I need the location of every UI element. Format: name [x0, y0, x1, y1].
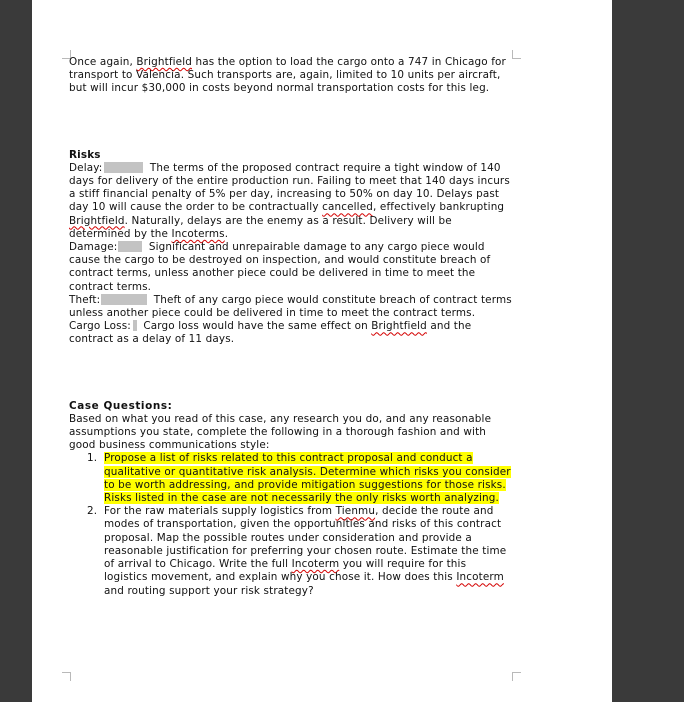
document-body[interactable] [69, 56, 513, 598]
risk-damage: Damage: Significant and unrepairable damage to any cargo piece would cause the cargo to be destroyed on inspection, and would constitute breach of contract terms, unless another piece could be delivered in time to meet the contract terms. [69, 241, 491, 293]
redacted-box [104, 162, 143, 173]
spelling-flag[interactable]: Tienmu [335, 505, 376, 518]
spelling-flag[interactable]: Incoterm [456, 571, 504, 584]
right-margin [612, 0, 684, 702]
redacted-box [118, 241, 142, 252]
risk-cargo-loss: Cargo Loss: Cargo loss would have the same effect on Brightfield and the contract as a delay of 11 days. [69, 320, 472, 346]
spelling-flag[interactable]: Brightfield [69, 214, 125, 227]
spelling-flag[interactable]: Incoterm [291, 558, 340, 571]
spelling-flag[interactable]: cancelled [322, 201, 373, 214]
redacted-box [133, 320, 137, 331]
risk-theft: Theft: Theft of any cargo piece would constitute breach of contract terms unless another piece could be delivered in time to meet the contract terms. [69, 293, 512, 320]
spelling-flag[interactable]: Brightfield [371, 320, 427, 333]
case-questions-heading: Case Questions: [69, 399, 173, 412]
intro-paragraph: Once again, Brightfield has the option to load the cargo onto a 747 in Chicago for transport to Valencia. Such transports are, again, limited to 10 units per aircraft, but will incur $30,000 in costs beyond normal transportation costs for this leg. [69, 56, 506, 95]
risks-heading: Risks [69, 148, 101, 161]
list-number: 2. [87, 505, 98, 518]
spelling-flag[interactable]: Incoterms [171, 227, 225, 240]
list-item: 2. For the raw materials supply logistics from Tienmu, decide the route and modes of transportation, given the opportunities and risks of this contract proposal. Map the possible routes under consideration and provide a reasonable justification for preferring your chosen route. Estimate the time of arrival to Chicago. Write the full Incoterm you will require for this logistics movement, and explain why you chose it. How does this Incoterm and routing support your risk strategy? [87, 505, 507, 597]
case-questions-intro: Based on what you read of this case, any research you do, and any reasonable assumptions you state, complete the following in a thorough fashion and with good business communications style: [69, 412, 492, 452]
list-item [69, 452, 513, 505]
risk-delay: Delay: The terms of the proposed contract require a tight window of 140 days for delivery of the entire production run. Failing to meet that 140 days incurs a stiff financial penalty of 5% per day, increasing to 50% on day 10. Delays past day 10 will cause the order to be contractually cancelled, effectively bankrupting Brightfield. Naturally, delays are the enemy as a result. Delivery will be determined by the Incoterms. [69, 161, 510, 240]
margin-corner-bottom-left [62, 672, 71, 681]
margin-corner-top-right [512, 50, 521, 59]
margin-corner-bottom-right [512, 672, 521, 681]
redacted-box [101, 294, 147, 305]
spelling-flag[interactable]: Brightfield [136, 56, 193, 68]
highlighted-text: Propose a list of risks related to this contract proposal and conduct a qualitative or quantitative risk analysis. Determine which risks you consider to be worth addressing, and provide mitigation suggestions for those risks. Risks listed in the case are not necessarily the only risks worth analyzing. [104, 452, 511, 505]
list-number: 1. [87, 452, 98, 465]
questions-list [69, 452, 513, 597]
